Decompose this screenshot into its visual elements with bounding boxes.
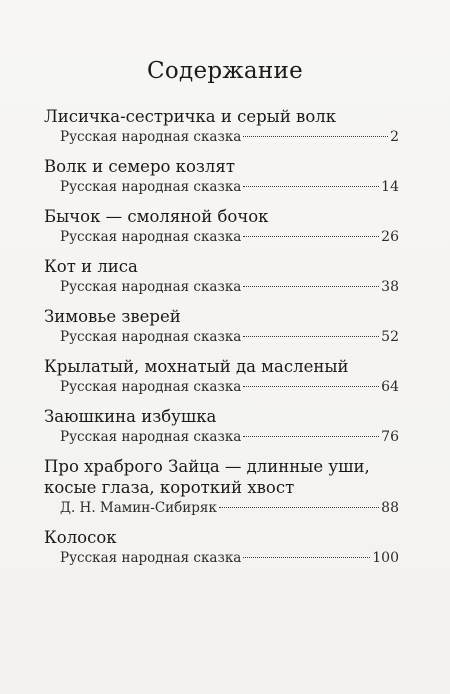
entry-page-number: 100 xyxy=(372,550,399,566)
dot-leader xyxy=(243,436,379,437)
entry-page-number: 52 xyxy=(381,329,399,345)
entry-title: Колосок xyxy=(44,528,117,547)
toc-entry[interactable] xyxy=(44,456,399,518)
entry-page-number: 76 xyxy=(381,429,399,445)
entry-page-number: 14 xyxy=(381,179,399,195)
entry-subrow xyxy=(44,127,399,147)
entry-author: Д. Н. Мамин-Сибиряк xyxy=(60,500,217,516)
entry-subrow xyxy=(44,177,399,197)
entry-author: Русская народная сказка xyxy=(60,429,242,445)
entry-author: Русская народная сказка xyxy=(60,379,242,395)
dot-leader xyxy=(243,236,379,237)
entry-subrow xyxy=(44,227,399,247)
entry-author: Русская народная сказка xyxy=(60,279,242,295)
entry-author: Русская народная сказка xyxy=(60,129,242,145)
entry-title: Крылатый, мохнатый да масленый xyxy=(44,357,349,376)
dot-leader xyxy=(243,286,379,287)
entry-page-number: 2 xyxy=(390,129,399,145)
toc-entry[interactable] xyxy=(44,106,399,147)
table-of-contents xyxy=(44,106,399,577)
entry-subrow xyxy=(44,277,399,297)
entry-title: Волк и семеро козлят xyxy=(44,157,235,176)
dot-leader xyxy=(219,507,379,508)
entry-title: Бычок — смоляной бочок xyxy=(44,207,269,226)
toc-entry[interactable] xyxy=(44,356,399,397)
entry-title: Про храброго Зайца — длинные уши, xyxy=(44,457,370,476)
toc-entry[interactable] xyxy=(44,306,399,347)
toc-entry[interactable] xyxy=(44,156,399,197)
dot-leader xyxy=(243,136,388,137)
entry-title: Заюшкина избушка xyxy=(44,407,217,426)
entry-author: Русская народная сказка xyxy=(60,550,242,566)
entry-page-number: 64 xyxy=(381,379,399,395)
entry-page-number: 38 xyxy=(381,279,399,295)
entry-author: Русская народная сказка xyxy=(60,179,242,195)
entry-author: Русская народная сказка xyxy=(60,329,242,345)
entry-page-number: 26 xyxy=(381,229,399,245)
entry-title: Лисичка-сестричка и серый волк xyxy=(44,107,337,126)
toc-entry[interactable] xyxy=(44,406,399,447)
entry-subrow xyxy=(44,498,399,518)
entry-title-continuation: косые глаза, короткий хвост xyxy=(44,478,295,497)
dot-leader xyxy=(243,186,379,187)
entry-subrow xyxy=(44,548,399,568)
entry-page-number: 88 xyxy=(381,500,399,516)
entry-title: Кот и лиса xyxy=(44,257,138,276)
dot-leader xyxy=(243,557,370,558)
dot-leader xyxy=(243,386,379,387)
entry-subrow xyxy=(44,327,399,347)
toc-entry[interactable] xyxy=(44,206,399,247)
toc-entry[interactable] xyxy=(44,527,399,568)
entry-subrow xyxy=(44,377,399,397)
page-title: Содержание xyxy=(146,58,304,84)
dot-leader xyxy=(243,336,379,337)
entry-title: Зимовье зверей xyxy=(44,307,181,326)
toc-entry[interactable] xyxy=(44,256,399,297)
entry-subrow xyxy=(44,427,399,447)
entry-author: Русская народная сказка xyxy=(60,229,242,245)
